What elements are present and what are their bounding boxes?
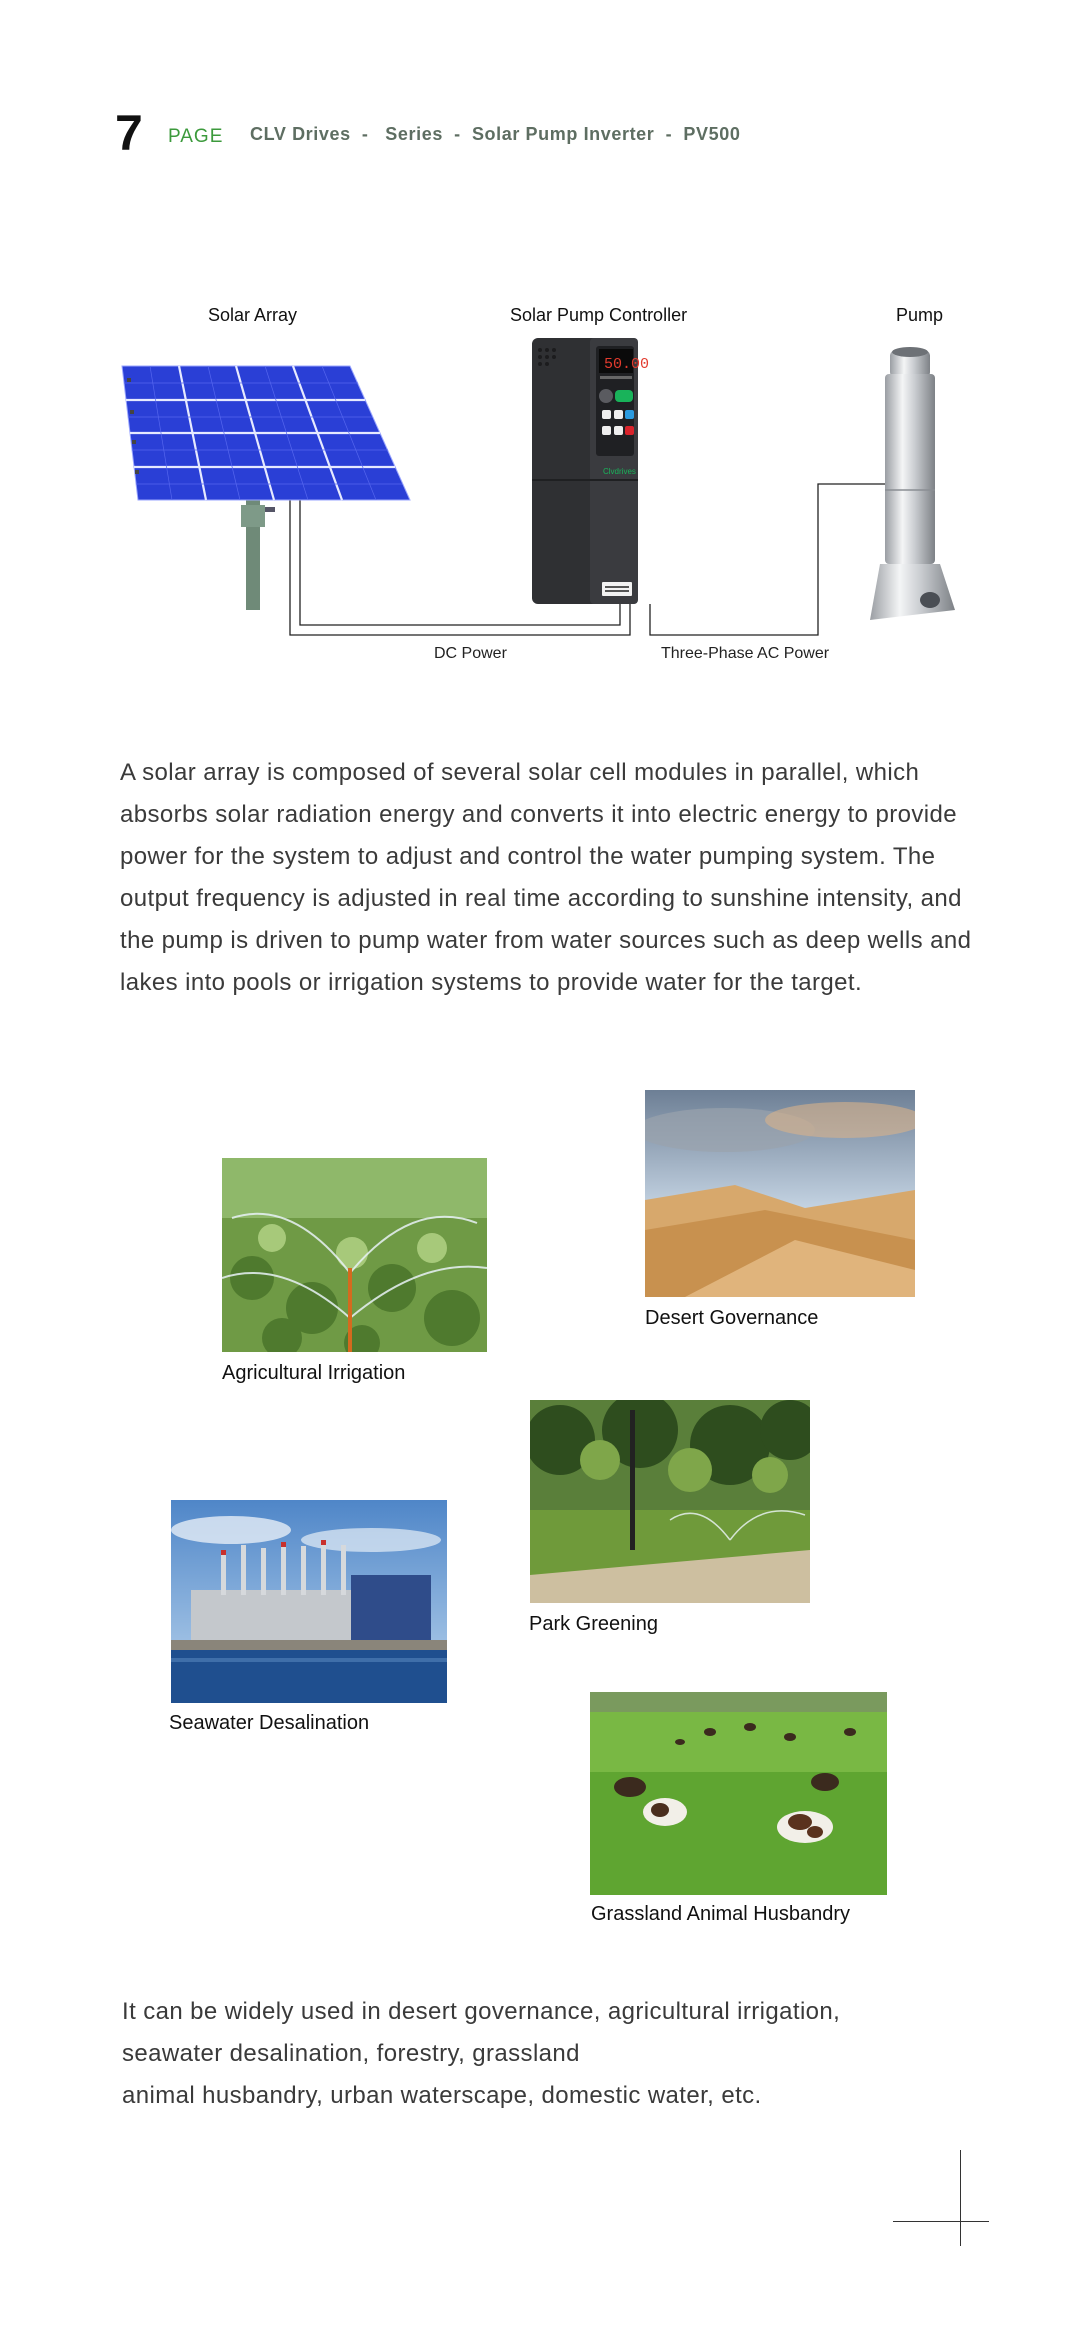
park-greening-caption: Park Greening <box>529 1613 658 1635</box>
ac-wiring <box>650 484 900 635</box>
corner-mark-horizontal <box>893 2221 989 2222</box>
grassland-animal-husbandry-caption: Grassland Animal Husbandry <box>591 1903 851 1925</box>
page-label: PAGE <box>168 126 224 147</box>
solar-array-icon <box>122 366 410 610</box>
desert-governance-caption: Desert Governance <box>645 1307 819 1329</box>
controller-brand-logo: Clvdrives <box>603 467 636 476</box>
agricultural-irrigation-photo <box>222 1158 487 1352</box>
outro-line-3: animal husbandry, urban waterscape, domestic water, etc. <box>122 2082 762 2109</box>
outro-line-2: seawater desalination, forestry, grassland <box>122 2040 580 2067</box>
solar-array-label: Solar Array <box>208 305 298 325</box>
dc-power-label: DC Power <box>434 645 507 662</box>
seawater-desalination-photo <box>171 1500 447 1703</box>
desert-governance-photo <box>645 1090 915 1297</box>
park-greening-photo <box>530 1400 810 1603</box>
outro-line-1: It can be widely used in desert governance, agricultural irrigation, <box>122 1998 841 2025</box>
page-number: 7 <box>115 105 143 161</box>
solar-pump-controller-icon <box>532 338 649 604</box>
controller-display: 50.00 <box>604 356 650 373</box>
ac-power-label: Three-Phase AC Power <box>661 645 830 662</box>
system-diagram <box>110 330 990 650</box>
breadcrumb: CLV Drives - Series - Solar Pump Inverter - PV500 <box>250 124 741 144</box>
seawater-desalination-caption: Seawater Desalination <box>169 1712 370 1734</box>
grassland-animal-husbandry-photo <box>590 1692 887 1895</box>
intro-paragraph: A solar array is composed of several solar cell modules in parallel, which absorbs solar radiation energy and converts it into electric energy to provide power for the system to adjust and control the water pumping system. The output frequency is adjusted in real time according to sunshine intensity, and the pump is driven to pump water from water sources such as deep wells and lakes into pools or irrigation systems to provide water for the target. <box>120 759 972 996</box>
corner-mark-vertical <box>960 2150 961 2246</box>
agricultural-irrigation-caption: Agricultural Irrigation <box>222 1362 406 1384</box>
controller-label: Solar Pump Controller <box>510 305 688 325</box>
pump-label: Pump <box>896 305 944 325</box>
outro-paragraph <box>122 1991 982 2117</box>
